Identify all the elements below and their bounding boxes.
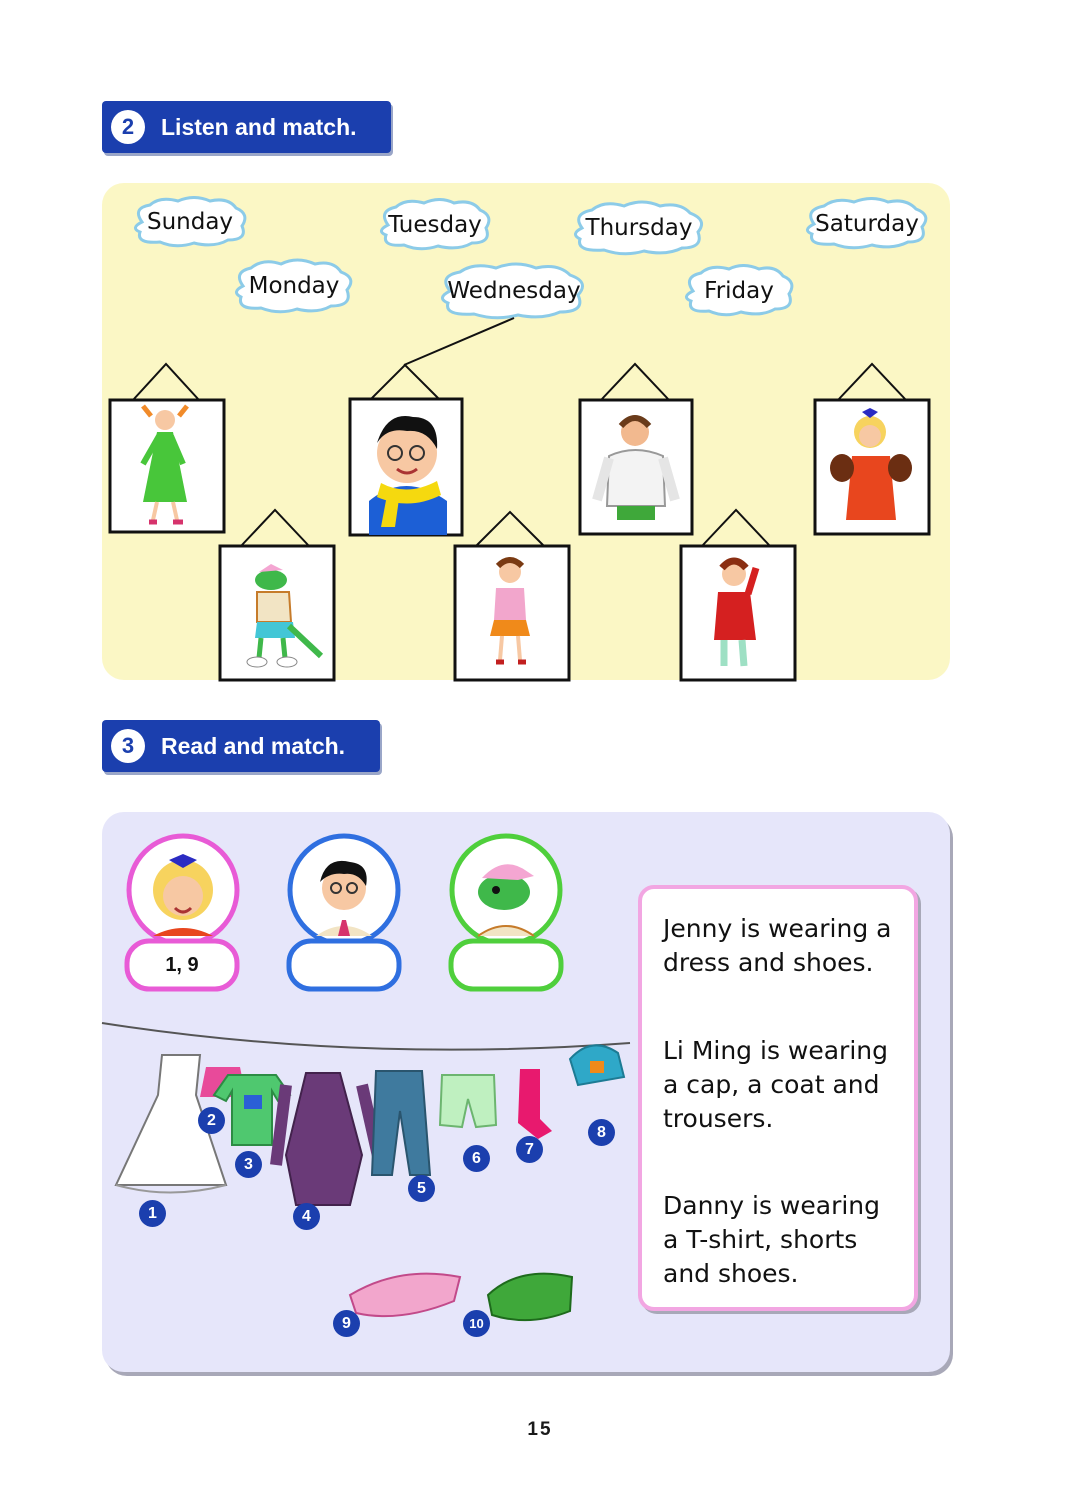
- day-label-sunday: Sunday: [146, 209, 234, 235]
- day-cloud-wednesday[interactable]: [434, 262, 594, 320]
- section-2-title: Listen and match.: [161, 113, 357, 140]
- portrait-danny: [448, 832, 564, 948]
- portrait-li-ming: [286, 832, 402, 948]
- section-3-title: Read and match.: [161, 732, 346, 759]
- day-cloud-saturday[interactable]: [800, 197, 934, 251]
- picture-dinosaur-shirt-shorts[interactable]: [217, 506, 337, 684]
- clothes-number-2: 2: [198, 1107, 225, 1134]
- clothes-number-10: 10: [463, 1310, 490, 1337]
- clothes-number-7: 7: [516, 1136, 543, 1163]
- day-label-monday: Monday: [248, 273, 340, 299]
- day-cloud-monday[interactable]: [229, 258, 359, 314]
- clothes-number-5: 5: [408, 1175, 435, 1202]
- day-label-saturday: Saturday: [815, 211, 919, 237]
- picture-boy-yellow-scarf[interactable]: [347, 361, 465, 539]
- picture-girl-red-dress-mittens[interactable]: [812, 360, 932, 538]
- section-2-number: 2: [111, 110, 145, 144]
- section-3-number: 3: [111, 729, 145, 763]
- picture-girl-red-coat-waving[interactable]: [678, 506, 798, 684]
- portrait-jenny: [125, 832, 241, 948]
- sentence-danny[interactable]: Danny is wearing a T-shirt, shorts and shoes.: [663, 1191, 881, 1288]
- day-label-friday: Friday: [704, 278, 774, 304]
- answer-bubble-danny[interactable]: [448, 938, 564, 992]
- section-3-header: [102, 720, 380, 772]
- day-cloud-sunday[interactable]: [128, 196, 252, 248]
- clothes-number-6: 6: [463, 1145, 490, 1172]
- sentence-jenny[interactable]: Jenny is wearing a dress and shoes.: [663, 914, 892, 977]
- day-label-wednesday: Wednesday: [447, 278, 581, 304]
- clothesline-illustration: [100, 1015, 635, 1345]
- page-number: 15: [527, 1419, 553, 1440]
- day-cloud-thursday[interactable]: [568, 200, 710, 256]
- clothes-number-1: 1: [139, 1200, 166, 1227]
- answer-bubble-jenny[interactable]: 1, 9: [165, 953, 199, 976]
- day-label-tuesday: Tuesday: [388, 212, 482, 238]
- clothes-number-4: 4: [293, 1203, 320, 1230]
- clothes-number-3: 3: [235, 1151, 262, 1178]
- sentence-li-ming[interactable]: Li Ming is wearing a cap, a coat and trousers.: [663, 1036, 888, 1133]
- day-label-thursday: Thursday: [585, 215, 693, 241]
- day-cloud-friday[interactable]: [679, 264, 799, 318]
- clothes-number-8: 8: [588, 1119, 615, 1146]
- answer-bubble-li-ming[interactable]: [286, 938, 402, 992]
- day-cloud-tuesday[interactable]: [374, 198, 496, 252]
- picture-girl-green-dress[interactable]: [107, 360, 227, 536]
- clothes-number-9: 9: [333, 1310, 360, 1337]
- picture-girl-pink-coat-orange-skirt[interactable]: [452, 508, 572, 684]
- section-2-header: [102, 101, 391, 153]
